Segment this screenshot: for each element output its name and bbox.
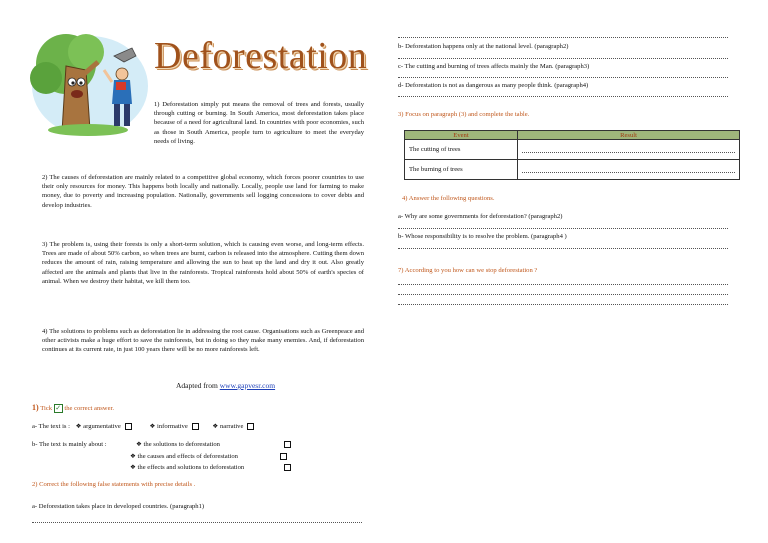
event-result-table	[404, 130, 740, 180]
answer-line-c[interactable]	[398, 77, 728, 78]
answer-line-a[interactable]	[32, 522, 362, 523]
result-line	[522, 172, 735, 173]
answer-line-b[interactable]	[398, 58, 728, 59]
task2-item-a: a- Deforestation takes place in developed countries. (paragraph1)	[32, 503, 205, 510]
task1-heading	[32, 403, 114, 413]
source-line	[176, 381, 275, 390]
task4-question-a: a- Why are some governments for deforestation? (paragraph2)	[398, 213, 563, 220]
option-narrative: ❖ narrative	[212, 423, 244, 430]
paragraph-4: 4) The solutions to problems such as deforestation lie in addressing the root cause. Organisations such as Greenpeace and other activists make a huge effort to save the rainforests, but in doing so they make many enemies. And, if deforestation continues at its current rate, in just 100 years there will be no more rainforests left.	[42, 328, 364, 354]
question-a-label: a- The text is :	[32, 423, 70, 430]
option-informative: ❖ informative	[149, 423, 188, 430]
option-causes-effects: ❖ the causes and effects of deforestation	[130, 453, 238, 460]
task7-heading: 7) According to you how can we stop deforestation ?	[398, 267, 538, 274]
checkbox-causes-effects[interactable]	[280, 453, 287, 460]
page-title: Deforestation	[154, 35, 368, 77]
table-header-row	[405, 131, 740, 140]
task2-heading: 2) Correct the following false statements with precise details .	[32, 481, 196, 488]
paragraph-2: 2) The causes of deforestation are mainly related to a competitive global economy, which forces poorer countries to use their only resources for money. This happens both locally and nationally. Locally, people use land for farming to make money, due to poverty and increasing population. Nationally, governments sell logging concessions to cover debts and develop industries.	[42, 174, 364, 209]
task4-heading: 4) Answer the following questions.	[402, 195, 495, 202]
option-effects-solutions: ❖ the effects and solutions to deforestation	[130, 464, 245, 471]
row-event-cutting: The cutting of trees	[405, 140, 518, 160]
task1-instruction: the correct answer.	[62, 405, 114, 412]
header-event: Event	[405, 131, 518, 140]
task1-tick-word: Tick	[38, 405, 53, 412]
answer-line-a2[interactable]	[398, 37, 728, 38]
checkbox-argumentative[interactable]	[125, 423, 132, 430]
answer-line-d[interactable]	[398, 96, 728, 97]
checkbox-narrative[interactable]	[247, 423, 254, 430]
question-b-label: b- The text is mainly about :	[32, 441, 107, 448]
source-link[interactable]: www.gapvesr.com	[219, 381, 276, 390]
paragraph-1: 1) Deforestation simply put means the removal of trees and forests, usually through cutting or burning. In South America, most deforestation takes place because of a need for agricultural land. In countries with poor economies, such as those in South America, people turn to agriculture to meet the everyday needs of living.	[154, 101, 364, 145]
task2-item-d: d- Deforestation is not as dangerous as many people think. (paragraph4)	[398, 82, 589, 89]
option-solutions: ❖ the solutions to deforestation	[136, 441, 220, 448]
task2-item-c: c- The cutting and burning of trees affects mainly the Man. (paragraph3)	[398, 63, 590, 70]
answer-line-7-1[interactable]	[398, 284, 728, 285]
checkbox-informative[interactable]	[192, 423, 199, 430]
task4-question-b: b- Whose responsibility is to resolve the problem. (paragraph4 )	[398, 233, 567, 240]
option-argumentative: ❖ argumentative	[75, 423, 121, 430]
checkmark-icon: ✓	[55, 403, 62, 412]
table-row	[405, 140, 740, 160]
source-prefix: Adapted from	[176, 381, 220, 390]
row-result-cutting[interactable]	[518, 140, 740, 160]
row-event-burning: The burning of trees	[405, 160, 518, 180]
task3-heading: 3) Focus on paragraph (3) and complete the table.	[398, 111, 530, 118]
header-result: Result	[518, 131, 740, 140]
table-row	[405, 160, 740, 180]
answer-line-7-2[interactable]	[398, 294, 728, 295]
row-result-burning[interactable]	[518, 160, 740, 180]
answer-line-q-b[interactable]	[398, 248, 728, 249]
checkbox-solutions[interactable]	[284, 441, 291, 448]
task1-number: 1)	[32, 403, 39, 412]
result-line	[522, 152, 735, 153]
answer-line-q-a[interactable]	[398, 228, 728, 229]
checkbox-effects-solutions[interactable]	[284, 464, 291, 471]
answer-line-7-3[interactable]	[398, 304, 728, 305]
task1-question-a	[32, 422, 254, 431]
task2-item-b: b- Deforestation happens only at the national level. (paragraph2)	[398, 43, 569, 50]
lumberjack-illustration	[28, 26, 152, 138]
paragraph-3: 3) The problem is, using their forests is only a short-term solution, which is causing even worse, and long-term effects. Trees are made of about 50% carbon, so when trees are burnt, carbon is released into the atmosphere. Cutting them down reduces the amount of rain, raising temperature and allowing the sun to heat up the land and dry it out. Also greatly affected are the animals and plants that live in the rainforests. Tropical rainforests hold about 50% of earth's species of animal. When we destroy their habitat, we kill them too.	[42, 241, 364, 285]
